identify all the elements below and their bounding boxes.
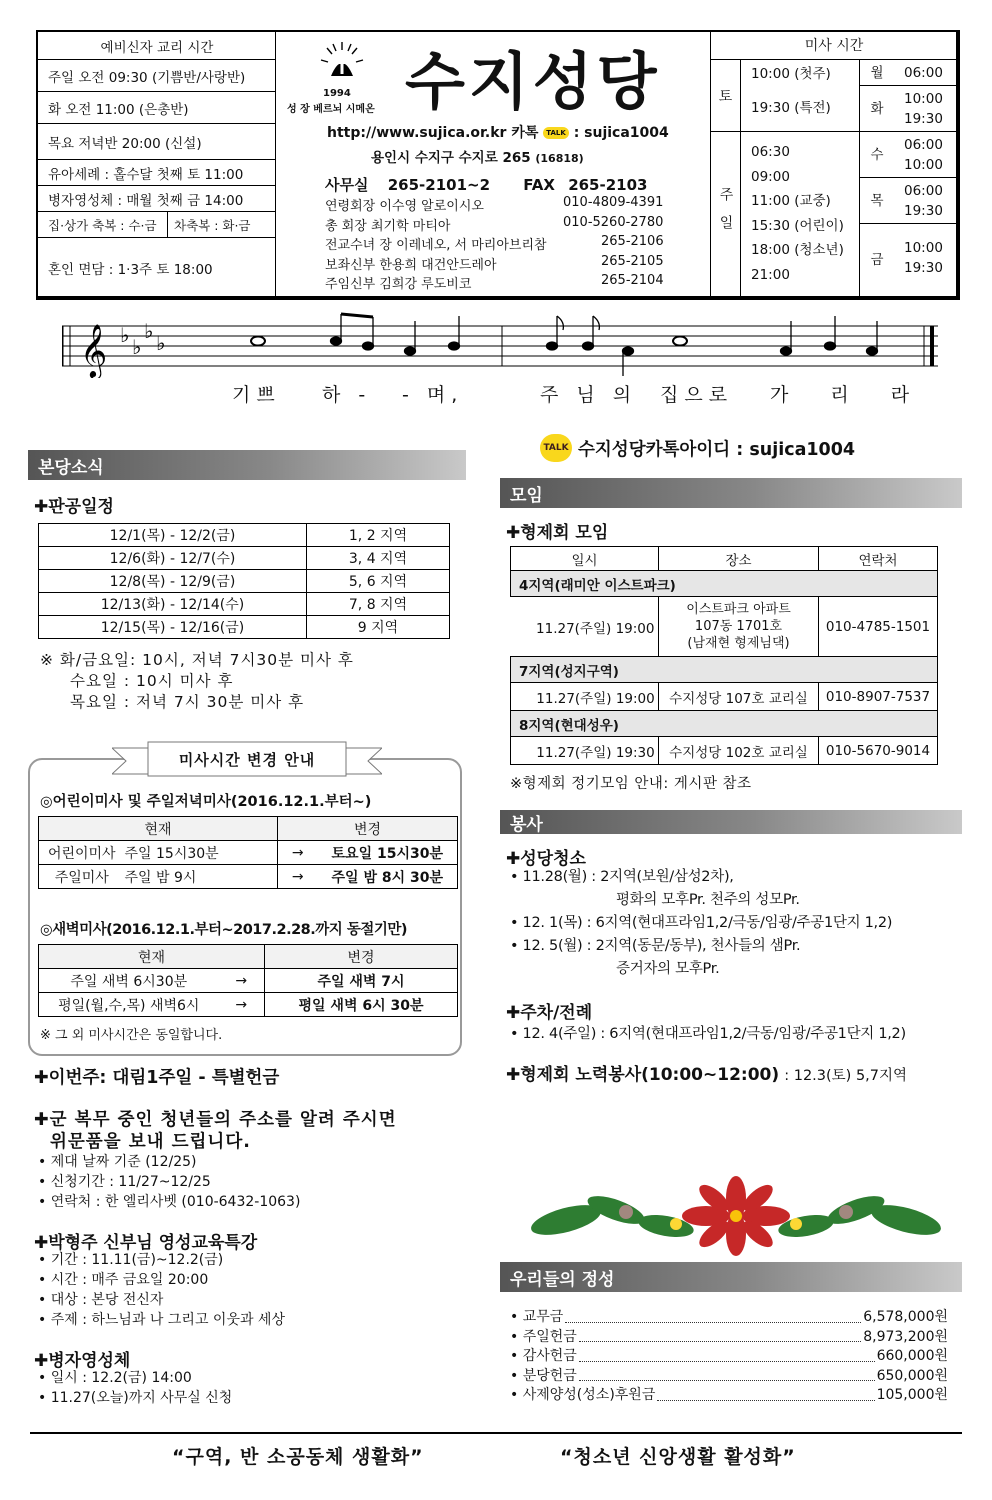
section-meetings: 모임 bbox=[500, 478, 962, 508]
svg-text:♭: ♭ bbox=[132, 335, 142, 359]
footer-slogan-2: “청소년 신앙생활 활성화” bbox=[560, 1446, 796, 1468]
army-title-2: 위문품을 보내 드립니다. bbox=[50, 1132, 251, 1152]
section-offering: 우리들의 정성 bbox=[500, 1262, 962, 1292]
table-row: 어린이미사 주일 15시30분 → 토요일 15시30분 bbox=[39, 841, 458, 865]
meeting-table: 일시 장소 연락처 4지역(래미안 이스트파크) 11.27(주일) 19:00 이스트파크 아파트 107동 1701호 (남재현 형제님댁) 010-4785-1501 7지역(성지구역) 11.27(주일) 19:00 수지성당 107호 교리실 010-8907-7537 8지역(현대성우) 11.27(주일) 19:30 수지성당 102호 교리실 010-5670-9014 bbox=[510, 546, 938, 765]
sunday-times: 06:30 09:00 11:00 (교중) 15:30 (어린이) 18:00 (청소년) 21:00 bbox=[751, 144, 844, 283]
sunday-label: 주일 bbox=[711, 132, 741, 298]
church-cleaning-title: ✚성당청소 bbox=[506, 849, 586, 869]
footer-divider bbox=[30, 1432, 962, 1434]
kakao-id-line: TALK 수지성당카톡아이디 : sujica1004 bbox=[540, 434, 855, 462]
saturday-label: 토 bbox=[711, 60, 741, 132]
army-items: • 제대 날짜 기준 (12/25) • 신청기간 : 11/27~12/25 • 연락처 : 한 엘리사벳 (010-6432-1063) bbox=[38, 1154, 301, 1210]
parish-web-row bbox=[327, 122, 669, 142]
list-item: • 주일헌금 8,973,200원 bbox=[510, 1328, 948, 1345]
labor-service: ✚형제회 노력봉사(10:00~12:00) : 12.3(토) 5,7지역 bbox=[506, 1065, 908, 1085]
sick-communion-items: • 일시 : 12.2(금) 14:00 • 11.27(오늘)까지 사무실 신청 bbox=[38, 1370, 233, 1406]
fax-number: 265-2103 bbox=[568, 176, 648, 194]
section-parish-news: 본당소식 bbox=[28, 450, 466, 480]
brotherhood-meeting-title: ✚형제회 모임 bbox=[506, 523, 609, 543]
contact-row: 전교수녀 장 이레네오, 서 마리아브리참 265-2106 bbox=[325, 234, 664, 253]
table-row: 12/13(화) - 12/14(수) 7, 8 지역 bbox=[39, 593, 450, 616]
christmas-poinsettia-decoration bbox=[526, 1176, 946, 1256]
footer-slogan-1: “구역, 반 소공동체 생활화” bbox=[172, 1446, 424, 1468]
music-staff bbox=[62, 308, 940, 378]
office-phone: 265-2101~2 bbox=[387, 176, 491, 194]
contact-row: 주임신부 김희강 루도비코 265-2104 bbox=[325, 273, 664, 292]
dawn-mass-table: 현재 변경 주일 새벽 6시30분 → 주일 새벽 7시 평일(월,수,목) 새벽6시 → 평일 새벽 6시 30분 bbox=[38, 944, 458, 1017]
pangong-table bbox=[38, 523, 450, 639]
lecture-title: ✚박형주 신부님 영성교육특강 bbox=[34, 1233, 258, 1253]
parking-title: ✚주차/전례 bbox=[506, 1003, 593, 1023]
saturday-times: 10:00 (첫주) 19:30 (특전) bbox=[741, 60, 859, 132]
mass-title: 미사 시간 bbox=[711, 32, 957, 60]
lecture-items: • 기간 : 11.11(금)~12.2(금) • 시간 : 매주 금요일 20:00 • 대상 : 본당 전신자 • 주제 : 하느님과 나 그리고 이웃과 세상 bbox=[38, 1252, 285, 1328]
table-row: 12/1(목) - 12/2(금) 1, 2 지역 bbox=[39, 524, 450, 547]
table-row: 11.27(주일) 19:00 이스트파크 아파트 107동 1701호 (남재현 형제님댁) 010-4785-1501 bbox=[511, 597, 938, 657]
table-row: 12/15(목) - 12/16(금) 9 지역 bbox=[39, 616, 450, 639]
parish-logo bbox=[313, 38, 371, 90]
contact-row: 보좌신부 한용희 대건안드레아 265-2105 bbox=[325, 253, 664, 273]
blessing-row bbox=[38, 212, 276, 238]
svg-text:♭: ♭ bbox=[156, 331, 166, 355]
table-row: 11.27(주일) 19:30 수지성당 102호 교리실 010-5670-9014 bbox=[511, 737, 938, 765]
parish-est-year: 1994 bbox=[323, 88, 351, 99]
table-row: 11.27(주일) 19:00 수지성당 107호 교리실 010-8907-7537 bbox=[511, 683, 938, 711]
baptism-row: 유아세례 : 홀수달 첫째 토 11:00 bbox=[38, 160, 276, 186]
fax-label: FAX bbox=[523, 176, 555, 194]
header-box bbox=[36, 30, 960, 300]
notice-footnote: ※ 그 외 미사시간은 동일합니다. bbox=[40, 1028, 223, 1043]
catechism-row: 주일 오전 09:30 (기쁨반/사랑반) bbox=[38, 60, 276, 92]
list-item: • 사제양성(성소)후원금 105,000원 bbox=[510, 1387, 948, 1403]
table-row: 주일미사 주일 밤 9시 → 주일 밤 8시 30분 bbox=[39, 865, 458, 889]
notice-dawn-mass: ◎새벽미사(2016.12.1.부터~2017.2.28.까지 동절기만) bbox=[40, 922, 407, 938]
notice-children-mass: ◎어린이미사 및 주일저녁미사(2016.12.1.부터~) bbox=[40, 794, 372, 810]
svg-text:𝄞: 𝄞 bbox=[80, 323, 108, 377]
catechism-title: 예비신자 교리 시간 bbox=[38, 32, 276, 60]
office-label: 사무실 bbox=[325, 176, 369, 194]
parish-name: 수지성당 bbox=[405, 45, 661, 118]
catechism-row: 목요 저녁반 20:00 (신설) bbox=[38, 124, 276, 160]
kakao-talk-icon: TALK bbox=[540, 434, 572, 462]
parish-zip: (16818) bbox=[535, 152, 584, 165]
weekday-times: 월 06:00 화 10:00 19:30 수 06:00 10:00 목 06:00 19:30 금 10:00 19:30 bbox=[859, 60, 957, 298]
pangong-title: ✚판공일정 bbox=[34, 497, 114, 517]
parish-address-row bbox=[371, 146, 584, 166]
contact-row: 총 회장 최기학 마티아 010-5260-2780 bbox=[325, 214, 664, 234]
parish-info bbox=[277, 32, 709, 298]
list-item: • 교무금 6,578,000원 bbox=[510, 1309, 948, 1325]
kakao-talk-icon: TALK bbox=[543, 127, 569, 139]
svg-text:♭: ♭ bbox=[120, 323, 130, 347]
svg-text:♭: ♭ bbox=[144, 319, 154, 343]
parish-address: 용인시 수지구 수지로 265 bbox=[371, 150, 531, 166]
notice-banner bbox=[112, 740, 382, 780]
section-service: 봉사 bbox=[500, 810, 962, 834]
contact-list bbox=[325, 195, 705, 293]
list-item: • 감사헌금 660,000원 bbox=[510, 1348, 948, 1364]
notice-title: 미사시간 변경 안내 bbox=[178, 750, 316, 769]
list-item: • 분당헌금 650,000원 bbox=[510, 1367, 948, 1384]
song-lyrics: 기쁘 하 - - 며, 주 님 의 집으로 가 리 라 bbox=[232, 384, 928, 406]
pangong-notes: ※ 화/금요일: 10시, 저녁 7시30분 미사 후 수요일 : 10시 미사 후 목요일 : 저녁 7시 30분 미사 후 bbox=[40, 651, 354, 711]
parish-patron: 성 장 베르뇌 시메온 bbox=[287, 104, 375, 115]
mass-times bbox=[710, 32, 958, 298]
parish-url[interactable]: http://www.sujica.or.kr bbox=[327, 125, 507, 141]
marriage-row: 혼인 면담 : 1·3주 토 18:00 bbox=[48, 262, 213, 278]
this-week-title: ✚이번주: 대림1주일 - 특별헌금 bbox=[34, 1068, 280, 1088]
contact-row: 연령회장 이수영 알로이시오 010-4809-4391 bbox=[325, 195, 664, 214]
table-row: 12/6(화) - 12/7(수) 3, 4 지역 bbox=[39, 547, 450, 570]
catechism-row: 화 오전 11:00 (은총반) bbox=[38, 92, 276, 124]
table-row: 주일 새벽 6시30분 → 주일 새벽 7시 bbox=[39, 969, 458, 993]
sick-communion-row: 병자영성체 : 매월 첫째 금 14:00 bbox=[38, 186, 276, 212]
meeting-note: ※형제회 정기모임 안내: 게시판 참조 bbox=[510, 776, 752, 792]
car-blessing: 차축복 : 화·금 bbox=[174, 217, 251, 233]
table-row: 평일(월,수,목) 새벽6시 → 평일 새벽 6시 30분 bbox=[39, 993, 458, 1017]
kakao-id: : sujica1004 bbox=[573, 125, 669, 141]
sick-communion-title: ✚병자영성체 bbox=[34, 1351, 131, 1371]
house-blessing: 집·상가 축복 : 수·금 bbox=[38, 212, 168, 238]
offering-list bbox=[510, 1308, 948, 1406]
table-row: 12/8(목) - 12/9(금) 5, 6 지역 bbox=[39, 570, 450, 593]
church-cleaning-items: • 11.28(월) : 2지역(보원/삼성2차), 평화의 모후Pr. 천주의 성모Pr. • 12. 1(목) : 6지역(현대프라임1,2/극동/임광/주공1단지 1,2) • 12. 5(월) : 2지역(동문/동부), 천사들의 샘Pr. 증거자의 모후Pr. bbox=[510, 869, 893, 977]
parking-item: • 12. 4(주일) : 6지역(현대프라임1,2/극동/임광/주공1단지 1,2) bbox=[510, 1026, 906, 1042]
kakao-label: 카톡 bbox=[511, 125, 539, 141]
children-mass-table: 현재 변경 어린이미사 주일 15시30분 → 토요일 15시30분 주일미사 주일 밤 9시 → 주일 밤 8시 30분 bbox=[38, 816, 458, 889]
catechism-schedule bbox=[38, 32, 276, 298]
army-title: ✚군 복무 중인 청년들의 주소를 알려 주시면 bbox=[34, 1110, 397, 1130]
office-row bbox=[325, 174, 647, 195]
